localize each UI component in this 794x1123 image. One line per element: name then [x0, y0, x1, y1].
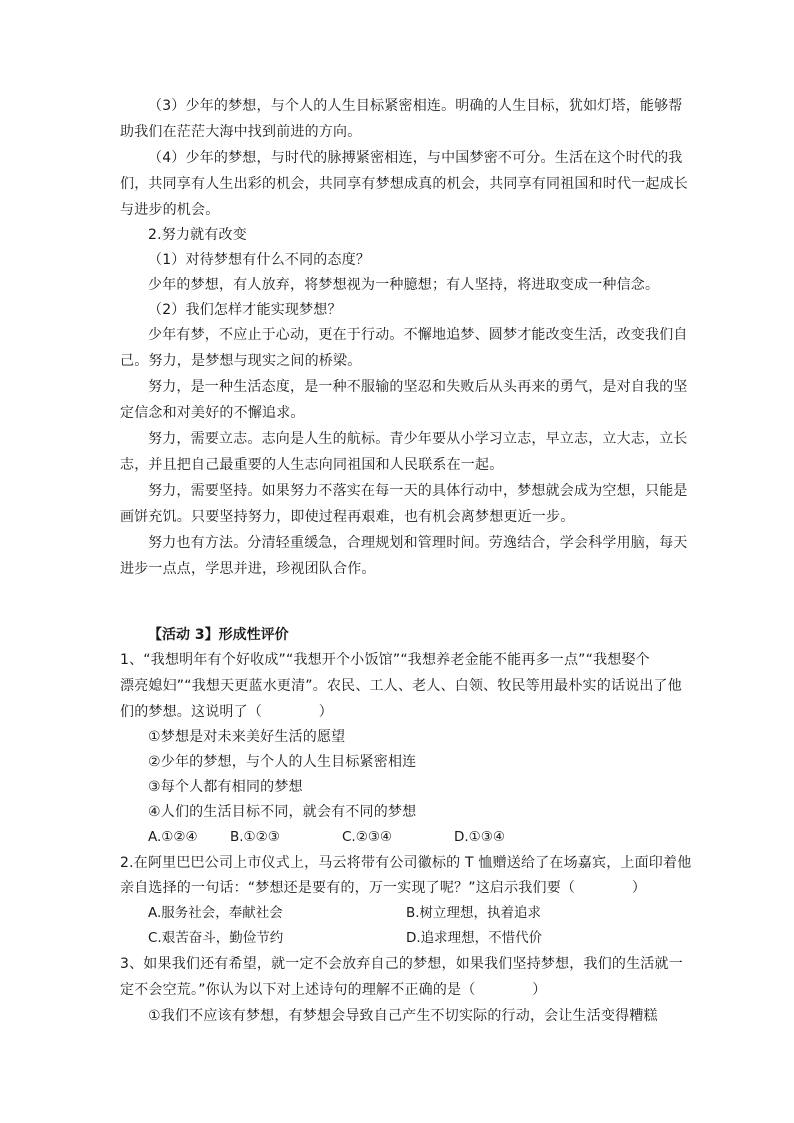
question-2-option-b[interactable]: B.树立理想，执着追求	[406, 905, 542, 921]
answer-5-line-1: 努力，需要坚持。如果努力不落实在每一天的具体行动中，梦想就会成为空想，只能是	[148, 483, 688, 499]
paragraph-3-line-2: 助我们在茫茫大海中找到前进的方向。	[120, 124, 362, 140]
answer-3-line-2: 定信念和对美好的不懈追求。	[120, 405, 305, 421]
question-1-item-3: ③每个人都有相同的梦想	[148, 779, 303, 795]
answer-6-line-2: 进步一点点，学思并进，珍视团队合作。	[120, 561, 376, 577]
question-1-options	[148, 827, 668, 847]
question-3-item-1: ①我们不应该有梦想，有梦想会导致自己产生不切实际的行动，会让生活变得糟糕	[148, 1008, 658, 1024]
question-1-option-a[interactable]: A.①②④	[148, 829, 198, 845]
answer-6-line-1: 努力也有方法。分清轻重缓急，合理规划和管理时间。劳逸结合，学会科学用脑，每天	[148, 535, 688, 551]
answer-2-line-2: 己。努力，是梦想与现实之间的桥梁。	[120, 353, 362, 369]
question-1-line-2: 漂亮媳妇”“我想天更蓝水更清”。农民、工人、老人、白领、牧民等用最朴实的话说出了他	[120, 678, 682, 694]
question-how-realize: （2）我们怎样才能实现梦想？	[148, 302, 342, 318]
paragraph-4-line-3: 与进步的机会。	[120, 202, 220, 218]
question-2-option-d[interactable]: D.追求理想，不惜代价	[406, 930, 543, 946]
question-3-line-1: 3、如果我们还有希望，就一定不会放弃自己的梦想，如果我们坚持梦想，我们的生活就一	[120, 956, 683, 972]
question-1-item-2: ②少年的梦想，与个人的人生目标紧密相连	[148, 754, 417, 770]
question-2-line-2: 亲自选择的一句话：“梦想还是要有的，万一实现了呢？”这启示我们要（ ）	[120, 880, 647, 896]
paragraph-4-line-2: 们，共同享有人生出彩的机会，共同享有梦想成真的机会，共同享有同祖国和时代一起成长	[120, 176, 688, 192]
question-2-option-a[interactable]: A.服务社会，奉献社会	[148, 905, 283, 921]
question-1-item-1: ①梦想是对未来美好生活的愿望	[148, 729, 346, 745]
question-3-line-2: 定不会空荒。”你认为以下对上述诗句的理解不正确的是（ ）	[120, 982, 547, 998]
activity-3-heading: 【活动 3】形成性评价	[148, 627, 289, 643]
paragraph-3-line-1: （3）少年的梦想，与个人的人生目标紧密相连。明确的人生目标，犹如灯塔，能够帮	[148, 98, 683, 114]
question-1-item-4: ④人们的生活目标不同，就会有不同的梦想	[148, 804, 417, 820]
question-attitude: （1）对待梦想有什么不同的态度？	[148, 252, 371, 268]
question-1-option-c[interactable]: C.②③④	[342, 829, 393, 845]
answer-4-line-1: 努力，需要立志。志向是人生的航标。青少年要从小学习立志，早立志，立大志，立长	[148, 431, 688, 447]
section-2-title: 2.努力就有改变	[148, 227, 247, 243]
answer-attitude: 少年的梦想，有人放弃，将梦想视为一种臆想；有人坚持，将进取变成一种信念。	[148, 277, 660, 293]
question-1-option-b[interactable]: B.①②③	[230, 829, 280, 845]
answer-5-line-2: 画饼充饥。只要坚持努力，即使过程再艰难，也有机会离梦想更近一步。	[120, 509, 575, 525]
question-2-line-1: 2.在阿里巴巴公司上市仪式上，马云将带有公司徽标的 T 恤赠送给了在场嘉宾，上面印着他	[120, 855, 692, 871]
paragraph-4-line-1: （4）少年的梦想，与时代的脉搏紧密相连，与中国梦密不可分。生活在这个时代的我	[148, 150, 683, 166]
question-1-line-1: 1、“我想明年有个好收成”“我想开个小饭馆”“我想养老金能不能再多一点”“我想娶个	[120, 652, 650, 668]
question-2-options-row-1	[148, 903, 648, 923]
question-2-option-c[interactable]: C.艰苦奋斗，勤俭节约	[148, 930, 284, 946]
question-2-options-row-2	[148, 928, 648, 948]
question-1-option-d[interactable]: D.①③④	[454, 829, 505, 845]
answer-2-line-1: 少年有梦，不应止于心动，更在于行动。不懈地追梦、圆梦才能改变生活，改变我们自	[148, 327, 688, 343]
answer-3-line-1: 努力，是一种生活态度，是一种不服输的坚忍和失败后从头再来的勇气，是对自我的坚	[148, 379, 688, 395]
question-1-line-3: 们的梦想。这说明了（ ）	[120, 704, 333, 720]
answer-4-line-2: 志，并且把自己最重要的人生志向同祖国和人民联系在一起。	[120, 457, 504, 473]
